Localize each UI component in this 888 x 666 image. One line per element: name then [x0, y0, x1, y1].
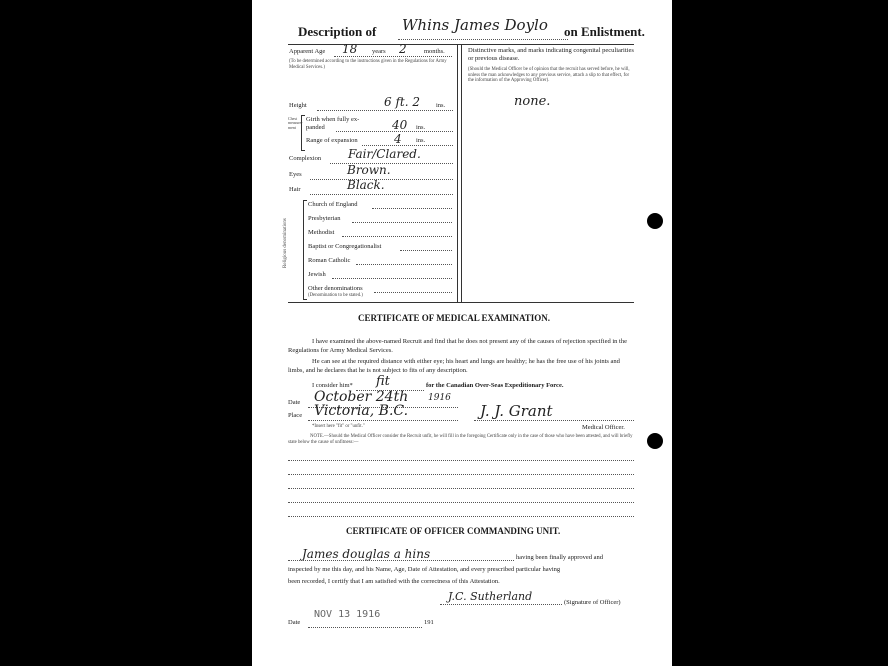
recruit-name-commanding: James douglas a hins	[302, 547, 431, 561]
religions-label: Religious denominations	[283, 218, 288, 268]
religion-jewish: Jewish	[308, 271, 326, 278]
religion-note: (Denomination to be stated.)	[308, 293, 363, 298]
fitness-value: fit	[376, 374, 390, 389]
place-label: Place	[288, 412, 303, 419]
attestation-document: Description of Whins James Doylo on Enlistment. Apparent Age 18 years 2 months. (To be determined according to the instructions given in the Regulations for Army Medical Services.) Height 6 ft. 2 ins. Chest measure-ment Girth when fully ex- panded 40 ins. Range of expansion 4 ins. Complexion Fair/Clared. Eyes Brown. Hair Black. Religious denominations Church of England Presbyterian Methodist Baptist or Congregationalist Roman Catholic Jewish Other denominations (Denomination to be stated.) Distinctive marks, and marks indicating congenital peculiarities or previous disease. (Should the Medical Officer be of opinion that the recruit has served before, he will, unless the man acknowledges to any previous service, attach a slip to that effect, for the information of the Approving Officer). none. CERTIFICATE OF MEDICAL EXAMINATION. I have examined the above-named Recruit and find that he does not present any of the causes of rejection specified in the Regulations for Army Medical Services. He can see at the required distance with either eye; his heart and lungs are healthy; he has the free use of his joints and limbs, and he declares that he is not subject to fits of any description. I consider him* fit for the Canadian Over-Seas Expeditionary Force. Date October 24th 1916 Place Victoria, B.C. J. J. Grant Medical Officer. *Insert here "fit" or "unfit." NOTE.—Should the Medical Officer consider the Recruit unfit, he will fill in the foregoing Certificate only in the case of those who have been attested, and will briefly state below the cause of unfitness:— CERTIFICATE OF OFFICER COMMANDING UNIT. James douglas a hins having been finally approved and inspected by me this day, and his Name, Age, Date of Attestation, and every prescribed particular having been recorded, I certify that I am satisfied with the correctness of this Attestation. J.C. Sutherland (Signature of Officer) Date NOV 13 1916 191	[252, 0, 672, 666]
complexion-value: Fair/Clared.	[348, 147, 421, 161]
age-label: Apparent Age	[289, 48, 326, 55]
unfit-note: NOTE.—Should the Medical Officer consider the Recruit unfit, he will fill in the foregoing Certificate only in the case of those who have been attested, and will briefly state below the cause of unfitness:—	[288, 434, 633, 445]
officer-signature-label: (Signature of Officer)	[564, 599, 621, 606]
fit-footnote: *Insert here "fit" or "unfit."	[312, 424, 365, 429]
eyes-value: Brown.	[347, 163, 391, 177]
height-value: 6 ft. 2	[384, 95, 420, 109]
medical-officer-label: Medical Officer.	[582, 424, 625, 431]
religion-roman-catholic: Roman Catholic	[308, 257, 351, 264]
column-divider	[457, 44, 458, 302]
religion-presbyterian: Presbyterian	[308, 215, 341, 222]
punch-hole-top	[647, 213, 663, 229]
religion-other: Other denominations	[308, 285, 363, 292]
commanding-officer-signature: J.C. Sutherland	[448, 590, 533, 603]
religion-church-of-england: Church of England	[308, 201, 358, 208]
examination-date: October 24th	[314, 389, 409, 405]
height-label: Height	[289, 102, 307, 109]
medical-certificate-heading: CERTIFICATE OF MEDICAL EXAMINATION.	[358, 313, 551, 323]
hair-value: Black.	[347, 178, 385, 192]
chest-label: Chest measure-ment	[288, 116, 303, 130]
religion-baptist: Baptist or Congregationalist	[308, 243, 382, 250]
consider-label: I consider him*	[312, 382, 353, 389]
medical-officer-signature: J. J. Grant	[480, 402, 553, 420]
commanding-date-label: Date	[288, 619, 301, 626]
chest-girth-value: 40	[392, 118, 408, 132]
age-years-value: 18	[342, 42, 358, 56]
distinctive-marks-value: none.	[514, 94, 551, 109]
consider-suffix: for the Canadian Over-Seas Expeditionary Force.	[426, 382, 564, 389]
date-label: Date	[288, 399, 301, 406]
age-note: (To be determined according to the instructions given in the Regulations for Army Medical Services.)	[289, 59, 447, 70]
date-stamp: NOV 13 1916	[314, 609, 381, 620]
distinctive-marks-title: Distinctive marks, and marks indicating congenital peculiarities or previous disease.	[468, 47, 634, 62]
medical-paragraph-1: I have examined the above-named Recruit and find that he does not present any of the causes of rejection specified in the Regulations for Army Medical Services.	[288, 338, 627, 354]
eyes-label: Eyes	[289, 171, 302, 178]
age-months-value: 2	[399, 42, 407, 56]
chest-range-value: 4	[394, 132, 402, 146]
religion-methodist: Methodist	[308, 229, 335, 236]
examination-year: 1916	[428, 393, 451, 403]
hair-label: Hair	[289, 186, 301, 193]
title-suffix: on Enlistment.	[564, 24, 645, 39]
distinctive-marks-note: (Should the Medical Officer be of opinion that the recruit has served before, he will, unless the man acknowledges to any previous service, attach a slip to that effect, for the information of the Approving Officer).	[468, 67, 630, 83]
title-prefix: Description of	[298, 24, 377, 39]
examination-place: Victoria, B.C.	[314, 403, 409, 419]
complexion-label: Complexion	[289, 155, 322, 162]
recruit-name-handwritten: Whins James Doylo	[402, 16, 548, 34]
punch-hole-bottom	[647, 433, 663, 449]
commanding-certificate-heading: CERTIFICATE OF OFFICER COMMANDING UNIT.	[346, 526, 561, 536]
medical-paragraph-2: He can see at the required distance with either eye; his heart and lungs are healthy; he has the free use of his joints and limbs, and he declares that he is not subject to fits of any description.	[288, 358, 620, 374]
